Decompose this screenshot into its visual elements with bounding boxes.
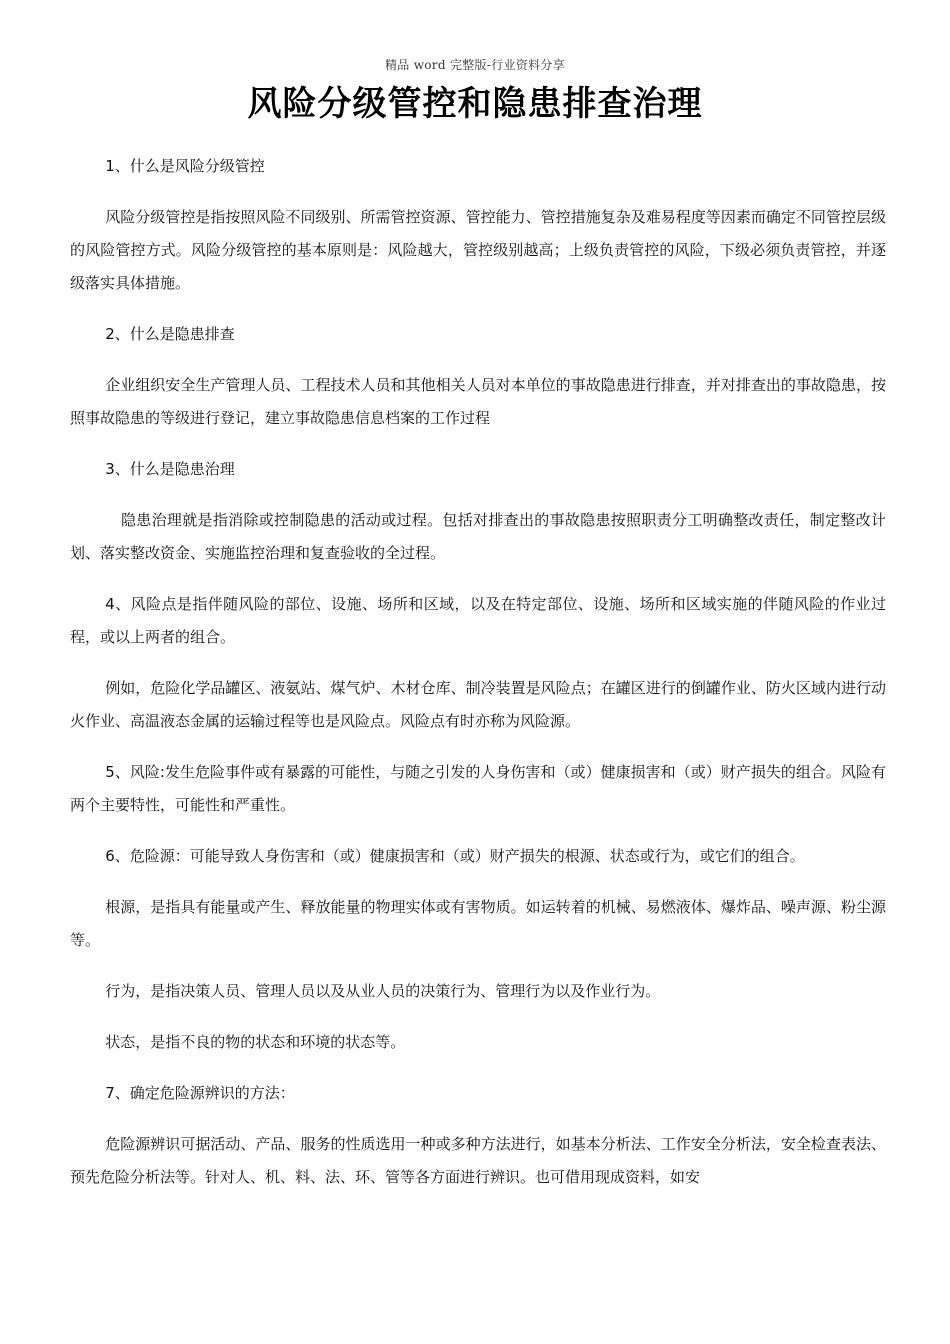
paragraph-risk-point-example: 例如，危险化学品罐区、液氨站、煤气炉、木材仓库、制冷装置是风险点；在罐区进行的倒罐作业、防火区域内进行动火作业、高温液态金属的运输过程等也是风险点。风险点有时亦称为风险源。	[70, 679, 886, 730]
section-heading-1: 1、什么是风险分级管控	[105, 157, 265, 175]
paragraph-risk-point-definition: 4、风险点是指伴随风险的部位、设施、场所和区域，以及在特定部位、设施、场所和区域实施的伴随风险的作业过程，或以上两者的组合。	[70, 595, 886, 646]
paragraph-hazard-investigation-definition: 企业组织安全生产管理人员、工程技术人员和其他相关人员对本单位的事故隐患进行排查，并对排查出的事故隐患，按照事故隐患的等级进行登记，建立事故隐患信息档案的工作过程	[70, 376, 886, 427]
section-heading-3: 3、什么是隐患治理	[105, 460, 235, 478]
section-heading-2: 2、什么是隐患排查	[105, 325, 235, 343]
paragraph-root-source: 根源，是指具有能量或产生、释放能量的物理实体或有害物质。如运转着的机械、易燃液体、爆炸品、噪声源、粉尘源等。	[70, 898, 886, 949]
paragraph-hazard-treatment-definition: 隐患治理就是指消除或控制隐患的活动或过程。包括对排查出的事故隐患按照职责分工明确整改责任，制定整改计划、落实整改资金、实施监控治理和复查验收的全过程。	[70, 511, 886, 562]
document-title: 风险分级管控和隐患排查治理	[247, 84, 703, 124]
paragraph-state: 状态，是指不良的物的状态和环境的状态等。	[105, 1033, 406, 1051]
section-heading-7: 7、确定危险源辨识的方法：	[105, 1084, 295, 1102]
paragraph-behavior: 行为，是指决策人员、管理人员以及从业人员的决策行为、管理行为以及作业行为。	[105, 982, 661, 1000]
paragraph-risk-control-definition: 风险分级管控是指按照风险不同级别、所需管控资源、管控能力、管控措施复杂及难易程度等因素而确定不同管控层级的风险管控方式。风险分级管控的基本原则是：风险越大，管控级别越高；上级负责管控的风险，下级必须负责管控，并逐级落实具体措施。	[70, 208, 886, 292]
document-body	[70, 150, 886, 1212]
paragraph-risk-definition: 5、风险:发生危险事件或有暴露的可能性，与随之引发的人身伤害和（或）健康损害和（或）财产损失的组合。风险有两个主要特性，可能性和严重性。	[70, 763, 886, 814]
header-note: 精品 word 完整版-行业资料分享	[385, 58, 565, 72]
paragraph-hazard-source-definition: 6、危险源：可能导致人身伤害和（或）健康损害和（或）财产损失的根源、状态或行为，或它们的组合。	[105, 847, 805, 865]
paragraph-identification-methods: 危险源辨识可据活动、产品、服务的性质选用一种或多种方法进行，如基本分析法、工作安全分析法，安全检查表法、预先危险分析法等。针对人、机、料、法、环、管等各方面进行辨识。也可借用现成资料，如安	[70, 1135, 886, 1186]
